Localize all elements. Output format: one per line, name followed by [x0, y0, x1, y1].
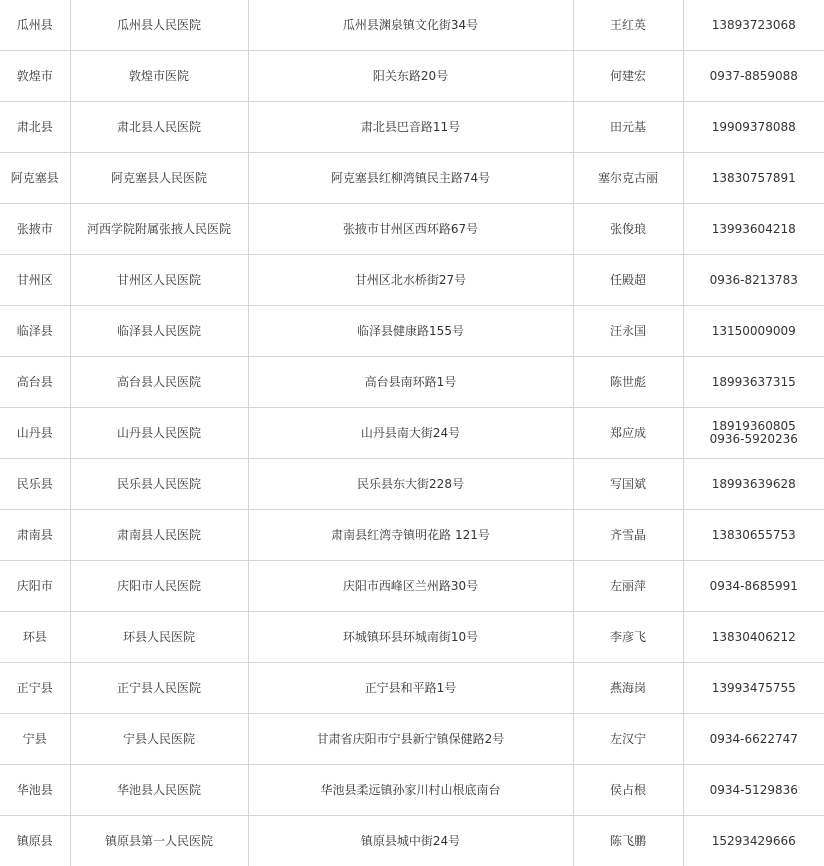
contact-person-cell: 左丽萍 [573, 561, 683, 612]
address-cell: 庆阳市西峰区兰州路30号 [248, 561, 573, 612]
table-row [0, 561, 824, 612]
table-row [0, 51, 824, 102]
contact-person-cell: 田元基 [573, 102, 683, 153]
county-cell: 肃南县 [0, 510, 70, 561]
table-row [0, 459, 824, 510]
address-cell: 山丹县南大街24号 [248, 408, 573, 459]
address-cell: 镇原县城中街24号 [248, 816, 573, 866]
contact-person-cell: 写国斌 [573, 459, 683, 510]
contact-person-cell: 左汉宁 [573, 714, 683, 765]
address-cell: 瓜州县渊泉镇文化街34号 [248, 0, 573, 51]
phone-cell: 13993604218 [683, 204, 824, 255]
hospital-cell: 肃南县人民医院 [70, 510, 248, 561]
table-row [0, 204, 824, 255]
county-cell: 正宁县 [0, 663, 70, 714]
hospital-cell: 瓜州县人民医院 [70, 0, 248, 51]
address-cell: 肃南县红湾寺镇明花路 121号 [248, 510, 573, 561]
table-row [0, 102, 824, 153]
table-row [0, 765, 824, 816]
phone-cell: 0934-8685991 [683, 561, 824, 612]
table-row [0, 510, 824, 561]
county-cell: 敦煌市 [0, 51, 70, 102]
table-row [0, 255, 824, 306]
hospital-cell: 敦煌市医院 [70, 51, 248, 102]
hospital-cell: 宁县人民医院 [70, 714, 248, 765]
table-row [0, 408, 824, 459]
address-cell: 张掖市甘州区西环路67号 [248, 204, 573, 255]
county-cell: 临泽县 [0, 306, 70, 357]
table-row [0, 0, 824, 51]
contact-person-cell: 燕海岗 [573, 663, 683, 714]
address-cell: 高台县南环路1号 [248, 357, 573, 408]
address-cell: 环城镇环县环城南街10号 [248, 612, 573, 663]
phone-cell: 0936-8213783 [683, 255, 824, 306]
hospital-cell: 山丹县人民医院 [70, 408, 248, 459]
county-cell: 肃北县 [0, 102, 70, 153]
hospital-cell: 临泽县人民医院 [70, 306, 248, 357]
phone-cell: 13150009009 [683, 306, 824, 357]
hospital-cell: 甘州区人民医院 [70, 255, 248, 306]
address-cell: 阿克塞县红柳湾镇民主路74号 [248, 153, 573, 204]
hospital-cell: 庆阳市人民医院 [70, 561, 248, 612]
phone-cell: 0934-5129836 [683, 765, 824, 816]
hospital-cell: 民乐县人民医院 [70, 459, 248, 510]
table-row [0, 714, 824, 765]
county-cell: 张掖市 [0, 204, 70, 255]
hospital-cell: 华池县人民医院 [70, 765, 248, 816]
hospital-cell: 阿克塞县人民医院 [70, 153, 248, 204]
table-row [0, 663, 824, 714]
phone-cell: 13830406212 [683, 612, 824, 663]
contact-person-cell: 齐雪晶 [573, 510, 683, 561]
county-cell: 山丹县 [0, 408, 70, 459]
county-cell: 民乐县 [0, 459, 70, 510]
table-row [0, 153, 824, 204]
hospital-cell: 镇原县第一人民医院 [70, 816, 248, 866]
county-cell: 华池县 [0, 765, 70, 816]
phone-cell: 13993475755 [683, 663, 824, 714]
phone-cell: 13830757891 [683, 153, 824, 204]
table-row [0, 816, 824, 866]
county-cell: 环县 [0, 612, 70, 663]
county-cell: 镇原县 [0, 816, 70, 866]
table-row [0, 357, 824, 408]
address-cell: 华池县柔远镇孙家川村山根底南台 [248, 765, 573, 816]
hospital-cell: 高台县人民医院 [70, 357, 248, 408]
contact-person-cell: 郑应成 [573, 408, 683, 459]
county-cell: 阿克塞县 [0, 153, 70, 204]
contact-person-cell: 陈世彪 [573, 357, 683, 408]
phone-cell: 19909378088 [683, 102, 824, 153]
table-row [0, 612, 824, 663]
contact-person-cell: 塞尔克古丽 [573, 153, 683, 204]
county-cell: 瓜州县 [0, 0, 70, 51]
contact-person-cell: 陈飞鹏 [573, 816, 683, 866]
county-cell: 甘州区 [0, 255, 70, 306]
address-cell: 民乐县东大街228号 [248, 459, 573, 510]
county-cell: 宁县 [0, 714, 70, 765]
contact-person-cell: 侯占根 [573, 765, 683, 816]
phone-cell: 18919360805 0936-5920236 [683, 408, 824, 459]
phone-cell: 0934-6622747 [683, 714, 824, 765]
contact-person-cell: 李彦飞 [573, 612, 683, 663]
address-cell: 临泽县健康路155号 [248, 306, 573, 357]
address-cell: 阳关东路20号 [248, 51, 573, 102]
phone-cell: 13830655753 [683, 510, 824, 561]
contact-person-cell: 王红英 [573, 0, 683, 51]
hospital-cell: 肃北县人民医院 [70, 102, 248, 153]
hospital-cell: 河西学院附属张掖人民医院 [70, 204, 248, 255]
address-cell: 肃北县巴音路11号 [248, 102, 573, 153]
address-cell: 甘州区北水桥街27号 [248, 255, 573, 306]
county-cell: 高台县 [0, 357, 70, 408]
table-row [0, 306, 824, 357]
county-cell: 庆阳市 [0, 561, 70, 612]
phone-cell: 15293429666 [683, 816, 824, 866]
hospital-cell: 正宁县人民医院 [70, 663, 248, 714]
contact-person-cell: 任殿超 [573, 255, 683, 306]
hospital-cell: 环县人民医院 [70, 612, 248, 663]
address-cell: 甘肃省庆阳市宁县新宁镇保健路2号 [248, 714, 573, 765]
address-cell: 正宁县和平路1号 [248, 663, 573, 714]
contact-person-cell: 汪永国 [573, 306, 683, 357]
contact-person-cell: 张俊琅 [573, 204, 683, 255]
phone-cell: 18993637315 [683, 357, 824, 408]
contact-person-cell: 何建宏 [573, 51, 683, 102]
phone-cell: 18993639628 [683, 459, 824, 510]
phone-cell: 0937-8859088 [683, 51, 824, 102]
phone-cell: 13893723068 [683, 0, 824, 51]
